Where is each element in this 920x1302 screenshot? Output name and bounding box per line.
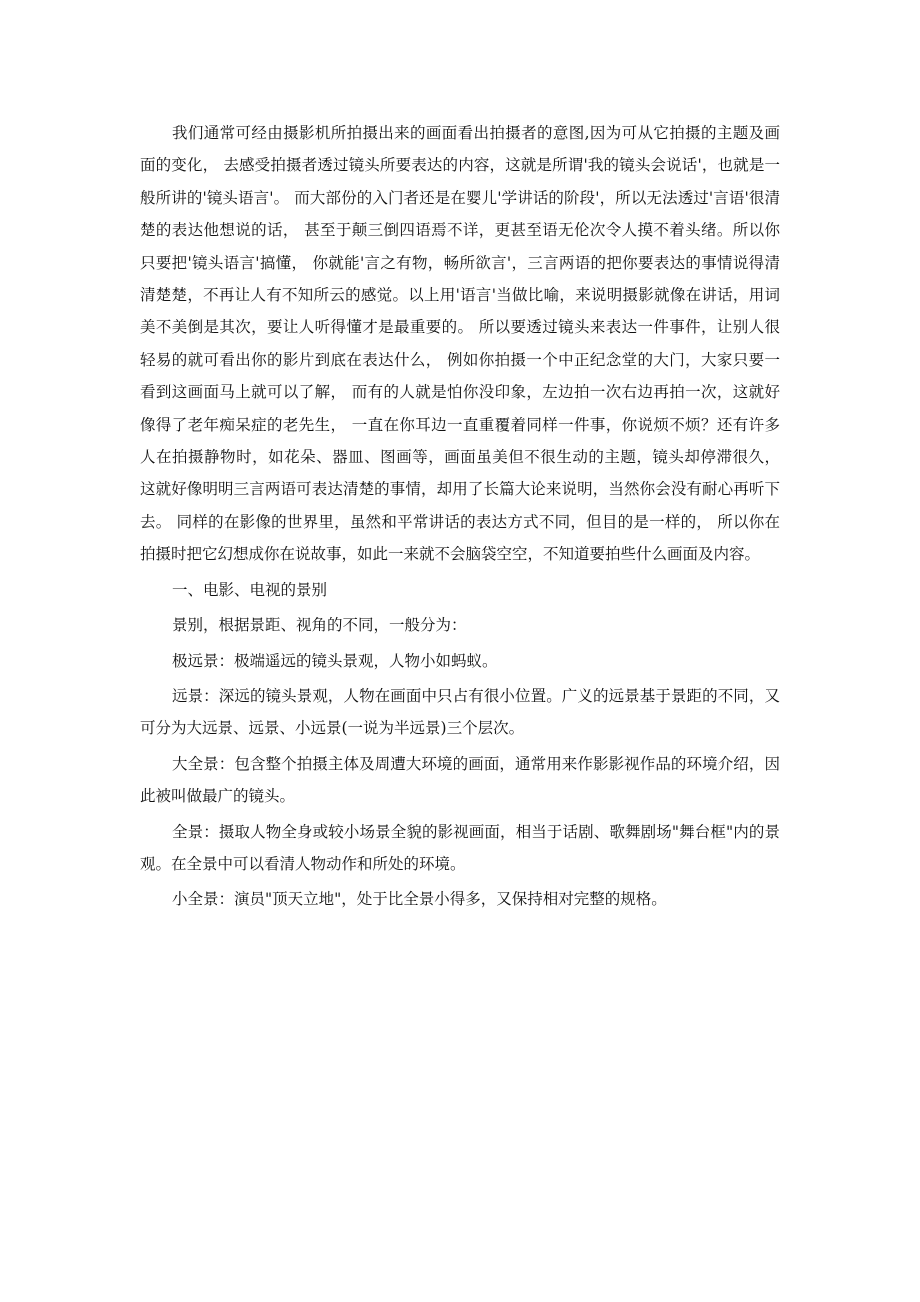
document-page <box>140 117 780 916</box>
extreme-long-shot-paragraph: 极远景：极端遥远的镜头景观，人物小如蚂蚁。 <box>172 651 498 670</box>
intro-paragraph: 我们通常可经由摄影机所拍摄出来的画面看出拍摄者的意图,因为可从它拍摄的主题及画面的变化， 去感受拍摄者透过镜头所要表达的内容，这就是所谓'我的镜头会说话'，也就是一般所讲的'镜头语言'。 而大部份的入门者还是在婴儿'学讲话的阶段'，所以无法透过'言语'很清楚的表达他想说的话， 甚至于颠三倒四语焉不详，更甚至语无伦次令人摸不着头绪。所以你只要把'镜头语言'搞懂， 你就能'言之有物，畅所欲言'，三言两语的把你要表达的事情说得清清楚楚，不再让人有不知所云的感觉。以上用'语言'当做比喻，来说明摄影就像在讲话，用词美不美倒是其次，要让人听得懂才是最重要的。 所以要透过镜头来表达一件事件，让别人很轻易的就可看出你的影片到底在表达什么， 例如你拍摄一个中正纪念堂的大门，大家只要一看到这画面马上就可以了解， 而有的人就是怕你没印象，左边拍一次右边再拍一次，这就好像得了老年痴呆症的老先生， 一直在你耳边一直重覆着同样一件事，你说烦不烦？还有许多人在拍摄静物时，如花朵、器皿、图画等，画面虽美但不很生动的主题，镜头却停滞很久， 这就好像明明三言两语可表达清楚的事情，却用了长篇大论来说明，当然你会没有耐心再听下去。 同样的在影像的世界里，虽然和平常讲话的表达方式不同，但目的是一样的， 所以你在拍摄时把它幻想成你在说故事，如此一来就不会脑袋空空，不知道要拍些什么画面及内容。 <box>140 124 780 564</box>
full-shot-paragraph: 全景：摄取人物全身或较小场景全貌的影视画面，相当于话剧、歌舞剧场"舞台框"内的景观。在全景中可以看清人物动作和所处的环境。 <box>140 822 780 873</box>
small-full-shot-paragraph: 小全景：演员"顶天立地"，处于比全景小得多，又保持相对完整的规格。 <box>172 890 667 909</box>
long-shot-paragraph: 远景：深远的镜头景观，人物在画面中只占有很小位置。广义的远景基于景距的不同，又可分为大远景、远景、小远景(一说为半远景)三个层次。 <box>140 686 780 738</box>
wide-full-shot-paragraph: 大全景：包含整个拍摄主体及周遭大环境的画面，通常用来作影影视作品的环境介绍，因此被叫做最广的镜头。 <box>140 754 780 806</box>
classification-paragraph: 景别，根据景距、视角的不同，一般分为： <box>172 616 467 635</box>
section-heading: 一、电影、电视的景别 <box>172 580 328 599</box>
